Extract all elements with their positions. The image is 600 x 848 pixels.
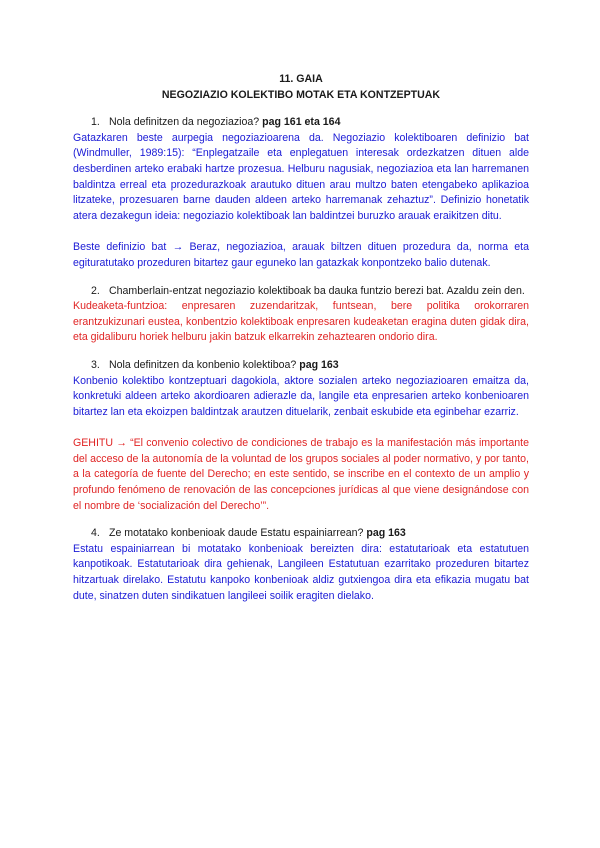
question-text: Ze motatako konbenioak daude Estatu espainiarrean? pag 163 [109, 527, 406, 540]
question-4 [73, 526, 529, 542]
answer-paragraph: Konbenio kolektibo kontzeptuari dagokiola, aktore sozialen arteko negoziazioaren emaitza da, konkretuki aldeen arteko akordioaren adierazle da, langile eta enpresarien arteko konbenioaren bitartez lan eta ekoizpen baldintzak arautzen dituelarik, zenbait eskubide eta eginbehar ezarriz. [73, 374, 529, 418]
question-2 [73, 284, 529, 300]
question-text: Nola definitzen da negoziazioa? pag 161 eta 164 [109, 116, 341, 129]
answer-paragraph: Beste definizio bat → Beraz, negoziazioa, arauak biltzen dituen prozedura da, norma eta egituratutako prozeduren bitartez gaur eguneko lan gatazkak konpontzeko balio dutenak. [73, 241, 529, 269]
answer-paragraph: Estatu espainiarrean bi motatako konbenioak bereizten dira: estatutarioak eta estatutuen kanpotikoak. Estatutarioak dira gehienak, Langileen Estatutuan ezarritako prozeduren bitartez hitzartuak direlako. Estatutu kanpoko konbenioak aldiz gutxiengoa dira eta efikazia mugatu bat dute, sinatzen duten sindikatuen langileei soilik eragiten dielako. [73, 542, 529, 602]
question-3 [73, 358, 529, 374]
answer-paragraph: Gatazkaren beste aurpegia negoziazioarena da. Negoziazio kolektiboaren definizio bat (Windmuller, 1989:15): “Enplegatzaile eta enplegatuen interesak ordezkatzen dituen alde desberdinen arteko erabaki hartze prozesua. Helburu nagusiak, negoziazioa eta lan harremanen baldintza erreal eta prozedurazkoak arautuko dituen arau multzo baten etengabeko aplikazioa litzateke, prozesuaren barne dauden aldeen arteko harremanak zehaztuz”. Definizio honetatik atera dezakegun ideia: negoziazio kolektiboak lan baldintzei buruzko arauak eraikitzen ditu. [73, 131, 529, 222]
question-text: Nola definitzen da konbenio kolektiboa? pag 163 [109, 358, 339, 371]
question-number: 4. [91, 527, 100, 540]
question-1 [73, 115, 529, 131]
page-subtitle: NEGOZIAZIO KOLEKTIBO MOTAK ETA KONTZEPTUAK [161, 88, 441, 101]
question-number: 1. [91, 116, 100, 129]
page-reference: pag 163 [366, 527, 406, 540]
page-title: 11. GAIA [279, 73, 323, 85]
question-number: 3. [91, 358, 100, 371]
question-text: Chamberlain-entzat negoziazio kolektiboak ba dauka funtzio berezi bat. Azaldu zein den. [109, 284, 525, 297]
answer-paragraph: Kudeaketa-funtzioa: enpresaren zuzendaritzak, funtsean, bere politika orokorraren erantzukizunari eustea, konbentzio kolektiboak enpresaren kudeaketan eragina duten gidak dira, eta gidaliburu horiek helburu jakin batzuk elkarrekin zehaztearen ondorio dira. [73, 300, 529, 344]
page-reference: pag 163 [299, 358, 339, 371]
page-reference: pag 161 eta 164 [262, 116, 341, 129]
question-number: 2. [91, 284, 100, 297]
answer-paragraph: GEHITU → “El convenio colectivo de condiciones de trabajo es la manifestación más importante del acceso de la autonomía de la voluntad de los grupos sociales al poder normativo, y por tanto, a la categoría de fuente del Derecho; en este sentido, se inscribe en el contexto de un amplio y profundo fenómeno de renovación de las concepciones jurídicas al que viene designándose con el nombre de ‘socialización del Derecho’”. [73, 437, 529, 512]
document-page [73, 72, 529, 604]
